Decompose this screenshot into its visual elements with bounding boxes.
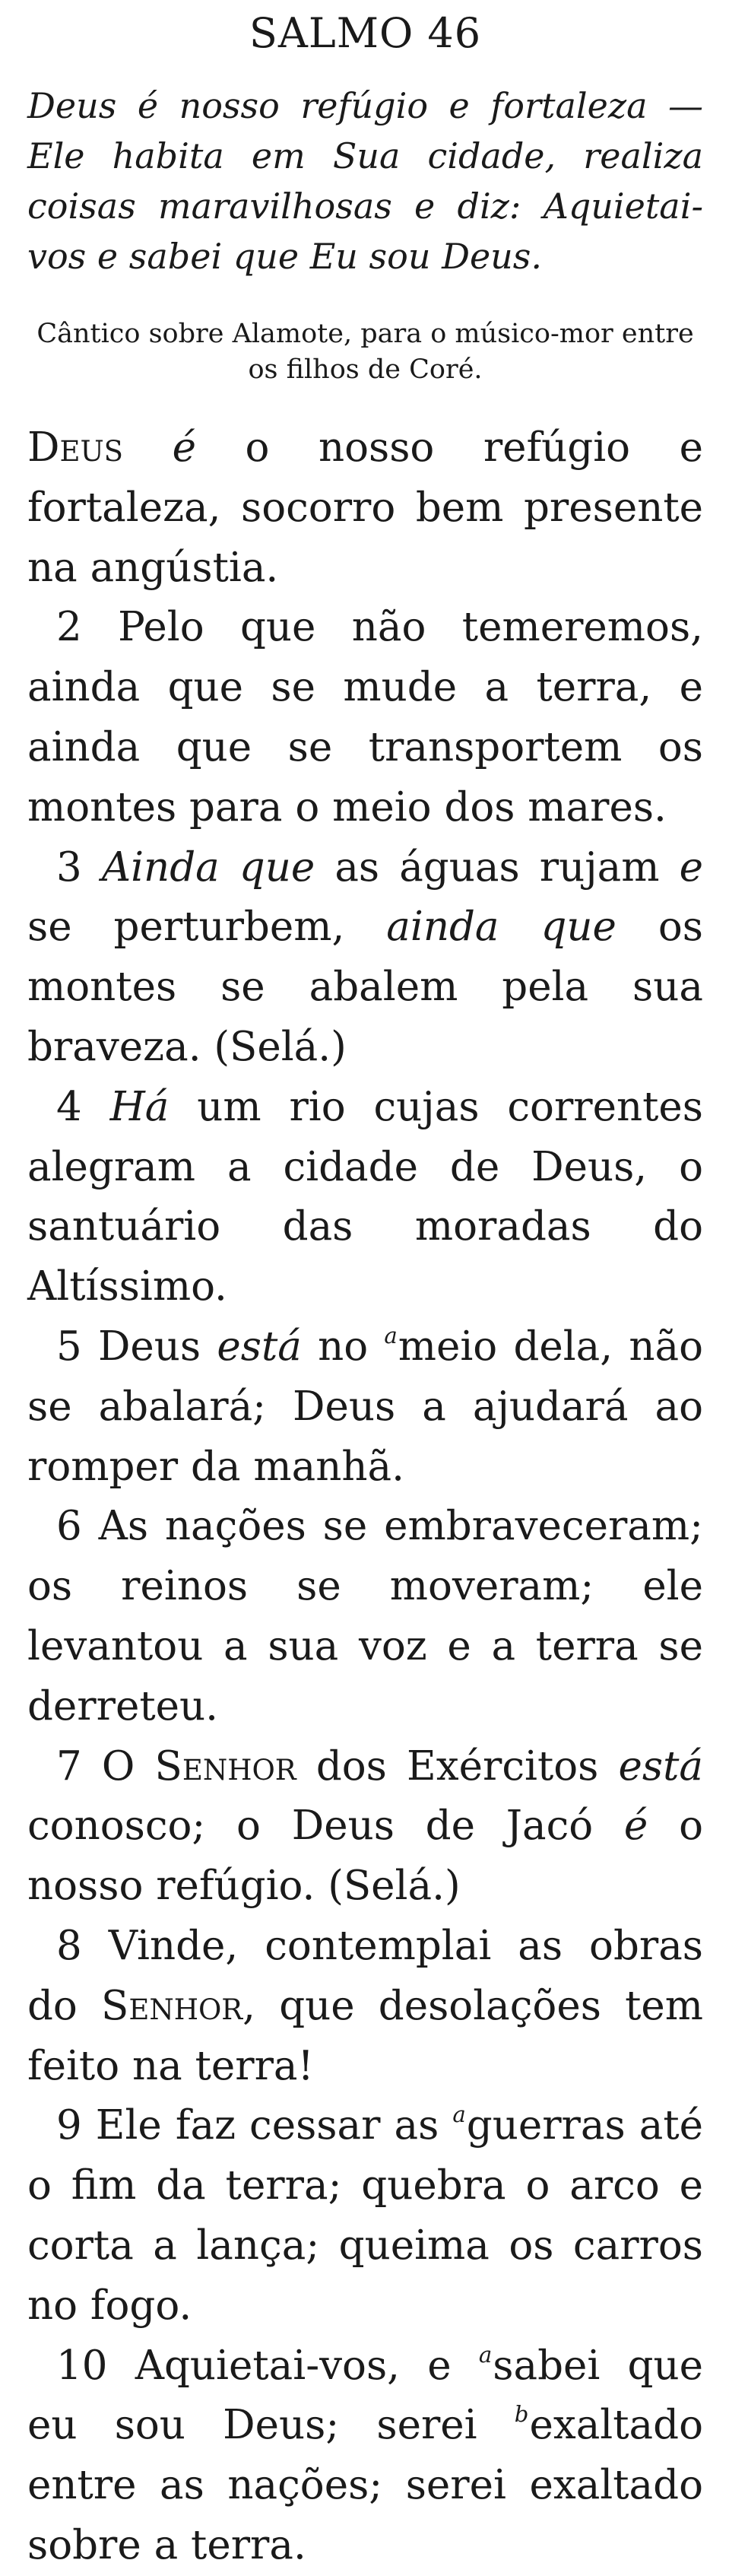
verse-4: 4 Há um rio cujas correntes alegram a cidade de Deus, o santuário das moradas do Altíssimo. xyxy=(27,1083,703,1310)
footnote-marker[interactable]: b xyxy=(514,2401,529,2428)
verse-3: 3 Ainda que as águas rujam e se perturbem, ainda que os montes se abalem pela sua braveza. (Selá.) xyxy=(27,843,703,1070)
verse-8: 8 Vinde, contemplai as obras do Senhor, que desolações tem feito na terra! xyxy=(27,1922,703,2089)
verse-6: 6 As nações se embraveceram; os reinos se moveram; ele levantou a sua voz e a terra se derreteu. xyxy=(27,1503,703,1730)
verse-10: 10 Aquietai-vos, e $^a$sabei que eu sou Deus; serei $^b$exaltado entre as nações; serei exaltado sobre a terra. xyxy=(27,2341,703,2568)
chapter-summary: Deus é nosso refúgio e fortaleza — Ele habita em Sua cidade, realiza coisas maravilhosas e diz: Aquietai-vos e sabei que Eu sou Deus. xyxy=(27,85,703,277)
scripture-page xyxy=(0,9,729,2568)
verse-1: Deus é o nosso refúgio e fortaleza, socorro bem presente na angústia. xyxy=(27,424,703,591)
psalm-title: SALMO 46 xyxy=(249,9,482,57)
verse-2: 2 Pelo que não temeremos, ainda que se mude a terra, e ainda que se transportem os montes para o meio dos mares. xyxy=(27,604,703,831)
footnote-marker[interactable]: a xyxy=(384,1323,398,1349)
psalm-superscription: Cântico sobre Alamote, para o músico-mor entre os filhos de Coré. xyxy=(36,319,694,385)
footnote-marker[interactable]: a xyxy=(452,2101,466,2128)
verse-7: 7 O Senhor dos Exércitos está conosco; o Deus de Jacó é o nosso refúgio. (Selá.) xyxy=(27,1742,703,1910)
footnote-marker[interactable]: a xyxy=(478,2341,493,2368)
verse-list xyxy=(27,418,703,2576)
verse-9: 9 Ele faz cessar as $^a$guerras até o fim da terra; quebra o arco e corta a lança; queima os carros no fogo. xyxy=(27,2101,703,2329)
verse-1-drop-word: Deus xyxy=(27,424,124,471)
verse-5: 5 Deus está no $^a$meio dela, não se abalará; Deus a ajudará ao romper da manhã. xyxy=(27,1323,703,1490)
